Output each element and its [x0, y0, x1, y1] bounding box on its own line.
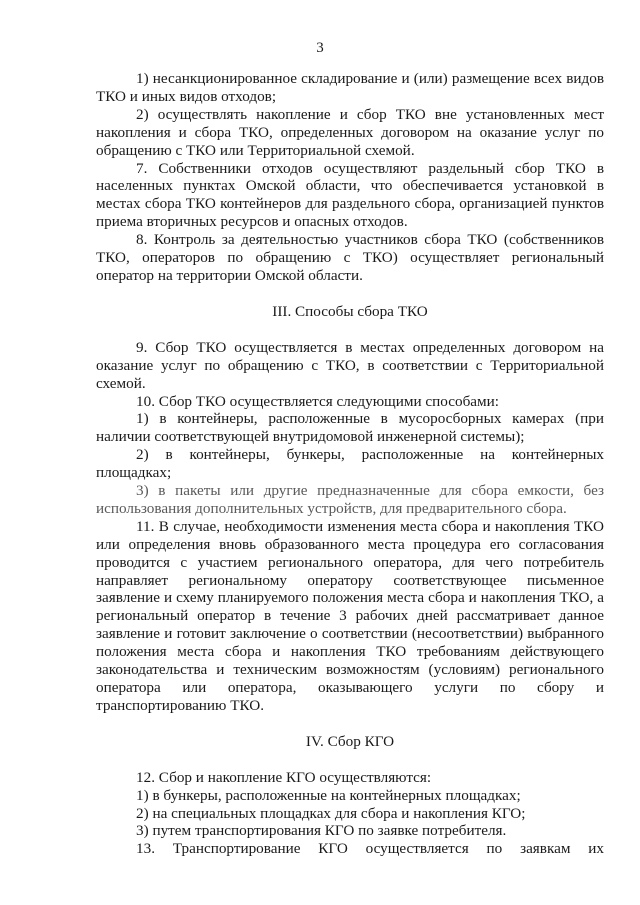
page-number: 3 — [316, 40, 324, 56]
list-item: 3) в пакеты или другие предназначенные для сбора емкости, без использования дополнительных устройств, для предварительного сбора. — [96, 482, 604, 517]
list-item: 1) в бункеры, расположенные на контейнерных площадках; — [136, 786, 521, 804]
paragraph: 10. Сбор ТКО осуществляется следующими способами: — [136, 392, 500, 410]
paragraph: 7. Собственники отходов осуществляют раздельный сбор ТКО в населенных пунктах Омской области, что обеспечивается установкой в местах сбора ТКО контейнеров для раздельного сбора, организацией пунктов приема вторичных ресурсов и опасных отходов. — [96, 159, 604, 231]
section-heading: III. Способы сбора ТКО — [272, 302, 428, 320]
paragraph: 9. Сбор ТКО осуществляется в местах определенных договором на оказание услуг по обращению с ТКО, в соответствии с Территориальной схемой. — [96, 338, 604, 392]
list-item: 1) в контейнеры, расположенные в мусоросборных камерах (при наличии соответствующей внутридомовой инженерной системы); — [96, 410, 604, 446]
section-heading: IV. Сбор КГО — [305, 732, 395, 750]
paragraph: 11. В случае, необходимости изменения места сбора и накопления ТКО или определения вновь образованного места процедура его согласования проводится с участием регионального оператора, для чего потребитель направляет региональному оператору соответствующее письменное заявление и схему планируемого положения места сбора и накопления ТКО, а региональный оператор в течение 3 рабочих дней рассматривает данное заявление и готовит заключение о соответствии (несоответствии) выбранного положения места сбора и накопления ТКО требованиям действующего законодательства и техническим возможностям (условиям) регионального оператора или оператора, оказывающего услуги по сбору и транспортированию ТКО. — [96, 517, 604, 714]
list-item: 2) на специальных площадках для сбора и накопления КГО; — [136, 804, 526, 822]
list-item: 3) путем транспортирования КГО по заявке потребителя. — [136, 822, 507, 840]
list-item: 1) несанкционированное складирование и (или) размещение всех видов ТКО и иных видов отходов; — [96, 70, 604, 105]
list-item: 2) осуществлять накопление и сбор ТКО вне установленных мест накопления и сбора ТКО, определенных договором на оказание услуг по обращению с ТКО или Территориальной схемой. — [96, 105, 604, 159]
paragraph: 13. Транспортирование КГО осуществляется по заявкам их — [136, 840, 604, 858]
paragraph: 8. Контроль за деятельностью участников сбора ТКО (собственников ТКО, операторов по обращению с ТКО) осуществляет региональный оператор на территории Омской области. — [96, 231, 604, 284]
paragraph: 12. Сбор и накопление КГО осуществляются: — [136, 768, 432, 786]
document-body — [96, 70, 604, 858]
list-item: 2) в контейнеры, бункеры, расположенные на контейнерных площадках; — [96, 446, 604, 482]
